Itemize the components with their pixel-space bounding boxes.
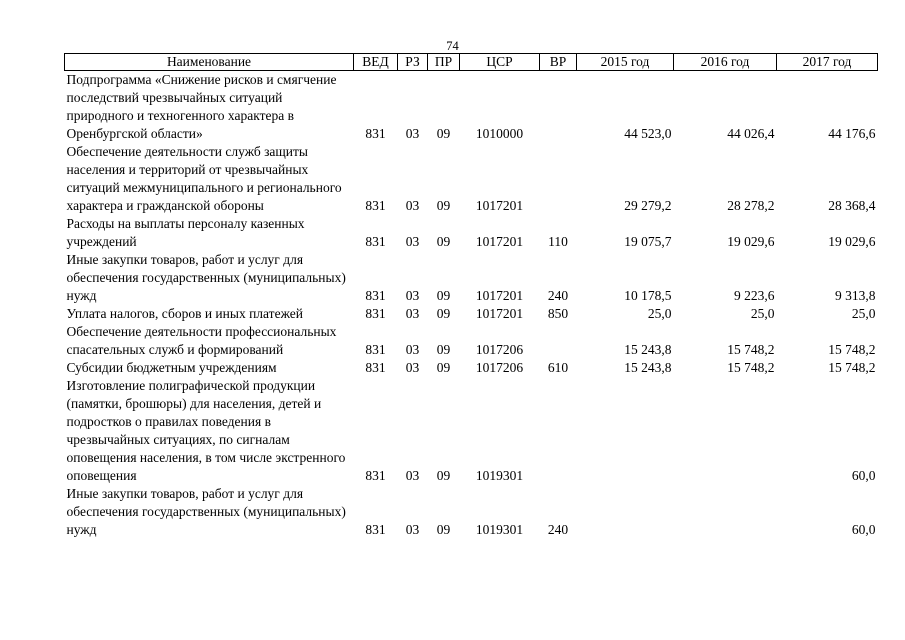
- row-pr: 09: [436, 288, 451, 303]
- row-csr: 1019301: [475, 522, 524, 537]
- row-2016: 9 223,6: [734, 288, 775, 303]
- row-2017: 60,0: [851, 522, 876, 537]
- row-name: Расходы на выплаты персоналу казенных учреждений: [66, 216, 305, 249]
- row-csr: 1017201: [475, 306, 524, 321]
- header-csr: ЦСР: [460, 54, 540, 71]
- table-row: [65, 251, 878, 305]
- table-row: [65, 71, 878, 144]
- row-vr: [540, 323, 577, 359]
- table-row: [65, 323, 878, 359]
- row-csr: 1017206: [475, 342, 524, 357]
- row-rz: 03: [405, 342, 420, 357]
- table-row: [65, 485, 878, 539]
- row-vr: 610: [547, 360, 569, 375]
- table-row: [65, 143, 878, 215]
- row-name: Субсидии бюджетным учреждениям: [66, 360, 277, 375]
- row-ved: 831: [365, 522, 386, 537]
- row-2017: 15 748,2: [828, 342, 876, 357]
- row-name: Иные закупки товаров, работ и услуг для обеспечения государственных (муниципальных) нужд: [66, 252, 346, 303]
- row-2016: 19 029,6: [727, 234, 775, 249]
- row-csr: 1019301: [475, 468, 524, 483]
- row-2015: 15 243,8: [624, 360, 672, 375]
- row-vr: 240: [547, 288, 569, 303]
- row-2017: 19 029,6: [828, 234, 876, 249]
- row-rz: 03: [405, 522, 420, 537]
- table-row: [65, 215, 878, 251]
- row-name: Иные закупки товаров, работ и услуг для обеспечения государственных (муниципальных) нужд: [66, 486, 346, 537]
- row-2016: 15 748,2: [727, 342, 775, 357]
- row-name: Обеспечение деятельности служб защиты населения и территорий от чрезвычайных ситуаций межмуниципального и регионального характера и гражданской обороны: [66, 144, 342, 213]
- row-csr: 1017201: [475, 234, 524, 249]
- row-name: Уплата налогов, сборов и иных платежей: [66, 306, 303, 321]
- row-rz: 03: [405, 198, 420, 213]
- row-2017: 9 313,8: [835, 288, 876, 303]
- table-row: [65, 359, 878, 377]
- row-2015: 29 279,2: [624, 198, 672, 213]
- row-ved: 831: [365, 288, 386, 303]
- row-ved: 831: [365, 468, 386, 483]
- row-pr: 09: [436, 522, 451, 537]
- row-vr: [540, 143, 577, 215]
- row-vr: 110: [548, 234, 568, 249]
- row-ved: 831: [365, 342, 386, 357]
- row-ved: 831: [365, 198, 386, 213]
- budget-table: [64, 53, 878, 539]
- header-2015: 2015 год: [577, 54, 674, 71]
- row-2017: 15 748,2: [828, 360, 876, 375]
- row-pr: 09: [436, 198, 451, 213]
- row-2015: 25,0: [647, 306, 672, 321]
- row-2016: [674, 485, 777, 539]
- row-pr: 09: [436, 342, 451, 357]
- row-pr: 09: [436, 234, 451, 249]
- row-2015: 10 178,5: [624, 288, 672, 303]
- row-ved: 831: [365, 306, 386, 321]
- row-name: Подпрограмма «Снижение рисков и смягчение последствий чрезвычайных ситуаций природного и техногенного характера в Оренбургской области»: [66, 72, 337, 141]
- row-ved: 831: [365, 360, 386, 375]
- header-vr: ВР: [540, 54, 577, 71]
- row-rz: 03: [405, 306, 420, 321]
- row-2016: 25,0: [750, 306, 775, 321]
- row-ved: 831: [365, 126, 386, 141]
- header-name: Наименование: [65, 54, 354, 71]
- row-csr: 1017201: [475, 198, 524, 213]
- row-pr: 09: [436, 126, 451, 141]
- header-ved: ВЕД: [354, 54, 398, 71]
- row-2015: 15 243,8: [624, 342, 672, 357]
- row-vr: 850: [547, 306, 569, 321]
- header-2017: 2017 год: [777, 54, 878, 71]
- row-vr: 240: [547, 522, 569, 537]
- row-rz: 03: [405, 360, 420, 375]
- row-csr: 1017201: [475, 288, 524, 303]
- page-number: 74: [446, 39, 459, 53]
- row-vr: [540, 377, 577, 485]
- row-2016: 28 278,2: [727, 198, 775, 213]
- row-2015: 44 523,0: [624, 126, 672, 141]
- row-csr: 1017206: [475, 360, 524, 375]
- row-rz: 03: [405, 288, 420, 303]
- row-2017: 28 368,4: [828, 198, 876, 213]
- row-2017: 25,0: [851, 306, 876, 321]
- row-ved: 831: [365, 234, 386, 249]
- row-2015: [577, 377, 674, 485]
- row-2015: 19 075,7: [624, 234, 672, 249]
- row-csr: 1010000: [475, 126, 524, 141]
- table-row: [65, 305, 878, 323]
- row-2017: 44 176,6: [828, 126, 876, 141]
- row-2016: [674, 377, 777, 485]
- table-row: [65, 377, 878, 485]
- row-rz: 03: [405, 468, 420, 483]
- row-2017: 60,0: [851, 468, 876, 483]
- row-2016: 44 026,4: [727, 126, 775, 141]
- row-pr: 09: [436, 468, 451, 483]
- header-pr: ПР: [428, 54, 460, 71]
- header-rz: РЗ: [398, 54, 428, 71]
- row-rz: 03: [405, 126, 420, 141]
- row-vr: [540, 71, 577, 144]
- row-2015: [577, 485, 674, 539]
- row-pr: 09: [436, 306, 451, 321]
- row-name: Обеспечение деятельности профессиональных спасательных служб и формирований: [66, 324, 337, 357]
- row-2016: 15 748,2: [727, 360, 775, 375]
- row-pr: 09: [436, 360, 451, 375]
- table-header-row: [65, 54, 878, 71]
- row-name: Изготовление полиграфической продукции (памятки, брошюры) для населения, детей и подростков о правилах поведения в чрезвычайных ситуациях, по сигналам оповещения населения, в том числе экстренного оповещения: [66, 378, 346, 483]
- row-rz: 03: [405, 234, 420, 249]
- header-2016: 2016 год: [674, 54, 777, 71]
